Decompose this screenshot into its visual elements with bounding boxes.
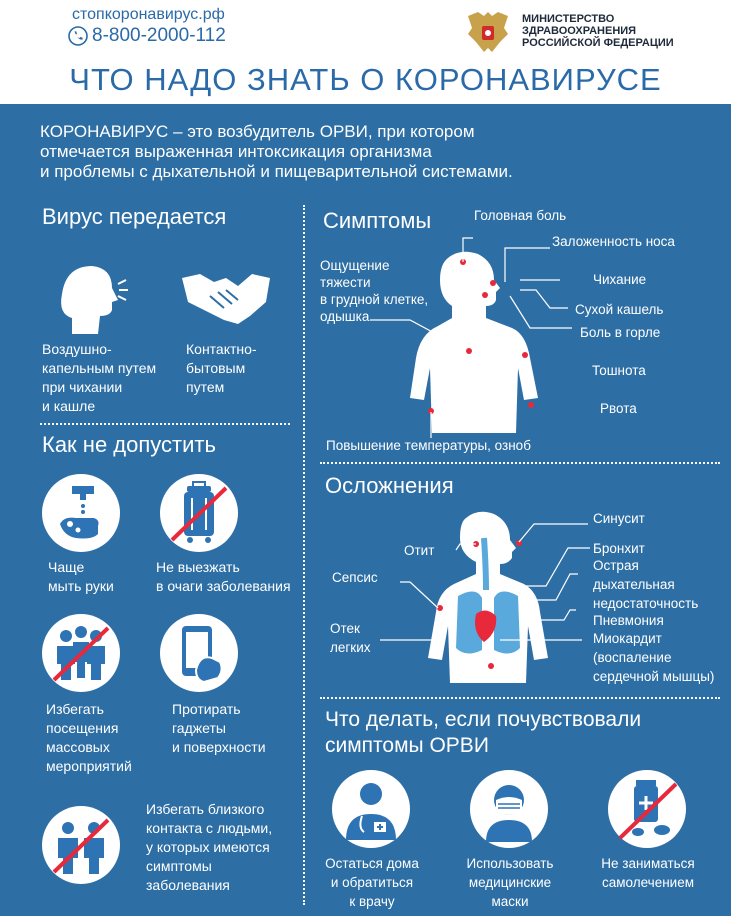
hotline[interactable] — [68, 25, 226, 47]
symptoms-title: Симптомы — [323, 208, 432, 233]
wipe-gadgets-icon — [160, 614, 238, 692]
no-self-label: Не заниматься самолечением — [601, 856, 695, 890]
symptom-sneeze: Чихание — [593, 272, 647, 287]
gadgets-label: Протирать гаджеты и поверхности — [172, 701, 266, 755]
symptom-vomit: Рвота — [600, 401, 637, 416]
intro-text: КОРОНАВИРУС – это возбудитель ОРВИ, при котором отмечается выраженная интоксикация организма и проблемы с дыхательной и пищеварительной системами. — [40, 122, 513, 181]
transmission-title: Вирус передается — [42, 204, 227, 229]
symptom-fever: Повышение температуры, озноб — [326, 438, 531, 453]
wash-hands-icon — [42, 474, 120, 552]
phone-number: 8-800-2000-112 — [92, 25, 226, 46]
complication-bronchitis: Бронхит — [593, 541, 645, 556]
crowds-label: Избегать посещения массовых мероприятий — [46, 701, 132, 774]
complications-title: Осложнения — [325, 473, 454, 498]
mask-icon — [470, 770, 548, 848]
no-travel-icon — [160, 474, 238, 552]
crowd-icon — [42, 614, 120, 692]
symptom-nasal: Заложенность носа — [552, 234, 675, 249]
symptom-throat: Боль в горле — [580, 325, 661, 340]
avoid-contact-label: Избегать близкого контакта с людьми, у которых имеются симптомы заболевания — [146, 801, 273, 893]
complication-otitis: Отит — [404, 543, 435, 558]
prevention-title: Как не допустить — [42, 432, 216, 457]
actions-title: Что делать, если почувствовали симптомы ОРВИ — [325, 708, 642, 757]
coat-of-arms-icon — [462, 6, 514, 58]
symptom-headache: Головная боль — [474, 208, 567, 223]
handshake-icon — [180, 268, 272, 328]
airborne-label: Воздушно- капельным путем при чихании и кашле — [42, 341, 157, 414]
divider-right-1 — [320, 462, 720, 464]
phone-icon — [68, 26, 88, 46]
travel-label: Не выезжать в очаги заболевания — [156, 559, 291, 594]
divider-left-1 — [40, 423, 290, 425]
complication-edema: Отек легких — [330, 621, 371, 655]
complication-myocarditis: Миокардит (воспаление сердечной мышцы) — [593, 631, 715, 684]
divider-right-2 — [320, 697, 720, 699]
complication-respiratory: Острая дыхательная недостаточность — [593, 558, 699, 611]
symptom-chest: Ощущение тяжести в грудной клетке, одышка — [320, 258, 429, 324]
site-link[interactable]: стопкоронавирус.рф — [72, 6, 225, 23]
sneezing-head-icon — [52, 256, 132, 336]
symptom-cough: Сухой кашель — [575, 302, 664, 317]
symptom-nausea: Тошнота — [592, 363, 646, 378]
stay-home-label: Остаться дома и обратиться к врачу — [325, 856, 419, 909]
page-title: ЧТО НАДО ЗНАТЬ О КОРОНАВИРУСЕ — [69, 62, 662, 97]
no-self-medication-icon — [608, 770, 686, 848]
wash-label: Чаще мыть руки — [48, 559, 114, 594]
ministry-name: МИНИСТЕРСТВО ЗДРАВООХРАНЕНИЯ РОССИЙСКОЙ ФЕДЕРАЦИИ — [522, 13, 674, 49]
complication-sepsis: Сепсис — [332, 570, 378, 585]
avoid-contact-icon — [42, 806, 120, 884]
masks-label: Использовать медицинские маски — [466, 856, 554, 909]
doctor-icon — [332, 770, 410, 848]
contact-label: Контактно- бытовым путем — [186, 341, 257, 395]
complication-pneumonia: Пневмония — [593, 613, 664, 628]
divider-vertical — [303, 205, 305, 905]
intro-bold: КОРОНАВИРУС — [40, 122, 169, 141]
complication-sinusitis: Синусит — [593, 511, 645, 526]
